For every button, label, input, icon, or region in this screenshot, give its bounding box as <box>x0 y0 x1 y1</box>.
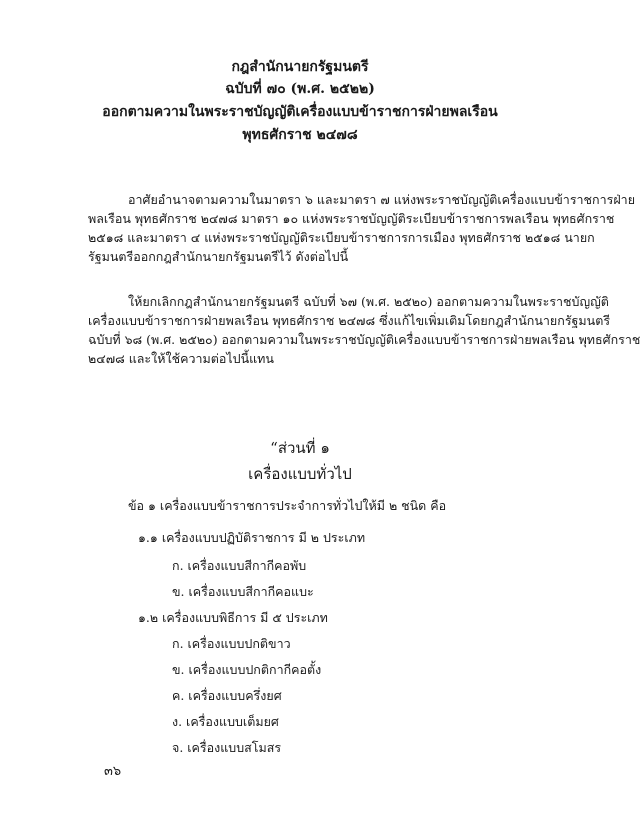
list-item: จ. เครื่องแบบสโมสร <box>172 740 282 755</box>
header-line-1: กฎสำนักนายกรัฐมนตรี <box>231 59 369 75</box>
subsection-1-2: ๑.๒ เครื่องแบบพิธีการ มี ๕ ประเภท <box>138 610 328 625</box>
repeal-line: ๒๔๗๘ และให้ใช้ความต่อไปนี้แทน <box>88 351 274 366</box>
preamble-paragraph <box>88 190 636 266</box>
list-item: ข. เครื่องแบบสีกากีคอแบะ <box>172 584 314 599</box>
header-line-2: ฉบับที่ ๗๐ (พ.ศ. ๒๕๒๒) <box>225 81 375 97</box>
repeal-paragraph <box>88 292 640 368</box>
preamble-line: อาศัยอำนาจตามความในมาตรา ๖ และมาตรา ๗ แห่งพระราชบัญญัติเครื่องแบบข้าราชการฝ่าย <box>128 192 636 207</box>
article-1: ข้อ ๑ เครื่องแบบข้าราชการประจำการทั่วไปให้มี ๒ ชนิด คือ <box>128 498 447 513</box>
list-item: ง. เครื่องแบบเต็มยศ <box>172 714 279 729</box>
page-number: ๓๖ <box>104 764 122 779</box>
repeal-line: ให้ยกเลิกกฎสำนักนายกรัฐมนตรี ฉบับที่ ๖๗ (พ.ศ. ๒๕๒๐) ออกตามความในพระราชบัญญัติ <box>128 294 609 309</box>
list-item: ก. เครื่องแบบปกติขาว <box>172 636 291 651</box>
repeal-line: ฉบับที่ ๖๘ (พ.ศ. ๒๕๒๐) ออกตามความในพระราชบัญญัติเครื่องแบบข้าราชการฝ่ายพลเรือน พุทธศักราช <box>88 332 640 347</box>
section-title: “ส่วนที่ ๑ <box>270 439 330 457</box>
list-item: ข. เครื่องแบบปกติกากีคอตั้ง <box>172 662 322 677</box>
preamble-line: พลเรือน พุทธศักราช ๒๔๗๘ มาตรา ๑๐ แห่งพระราชบัญญัติระเบียบข้าราชการพลเรือน พุทธศักราช <box>88 211 615 226</box>
preamble-line: ๒๕๑๘ และมาตรา ๔ แห่งพระราชบัญญัติระเบียบข้าราชการการเมือง พุทธศักราช ๒๕๑๘ นายก <box>88 230 595 245</box>
section-subtitle: เครื่องแบบทั่วไป <box>248 465 352 483</box>
repeal-line: เครื่องแบบข้าราชการฝ่ายพลเรือน พุทธศักราช ๒๔๗๘ ซึ่งแก้ไขเพิ่มเติมโดยกฎสำนักนายกรัฐมนตรี <box>88 313 611 328</box>
preamble-line: รัฐมนตรีออกกฎสำนักนายกรัฐมนตรีไว้ ดังต่อไปนี้ <box>88 249 349 264</box>
subsection-1-1: ๑.๑ เครื่องแบบปฏิบัติราชการ มี ๒ ประเภท <box>138 530 366 545</box>
header-line-3: ออกตามความในพระราชบัญญัติเครื่องแบบข้าราชการฝ่ายพลเรือน <box>102 104 498 120</box>
list-item: ก. เครื่องแบบสีกากีคอพับ <box>172 558 307 573</box>
header-line-4: พุทธศักราช ๒๔๗๘ <box>242 127 358 143</box>
list-item: ค. เครื่องแบบครึ่งยศ <box>172 688 282 703</box>
